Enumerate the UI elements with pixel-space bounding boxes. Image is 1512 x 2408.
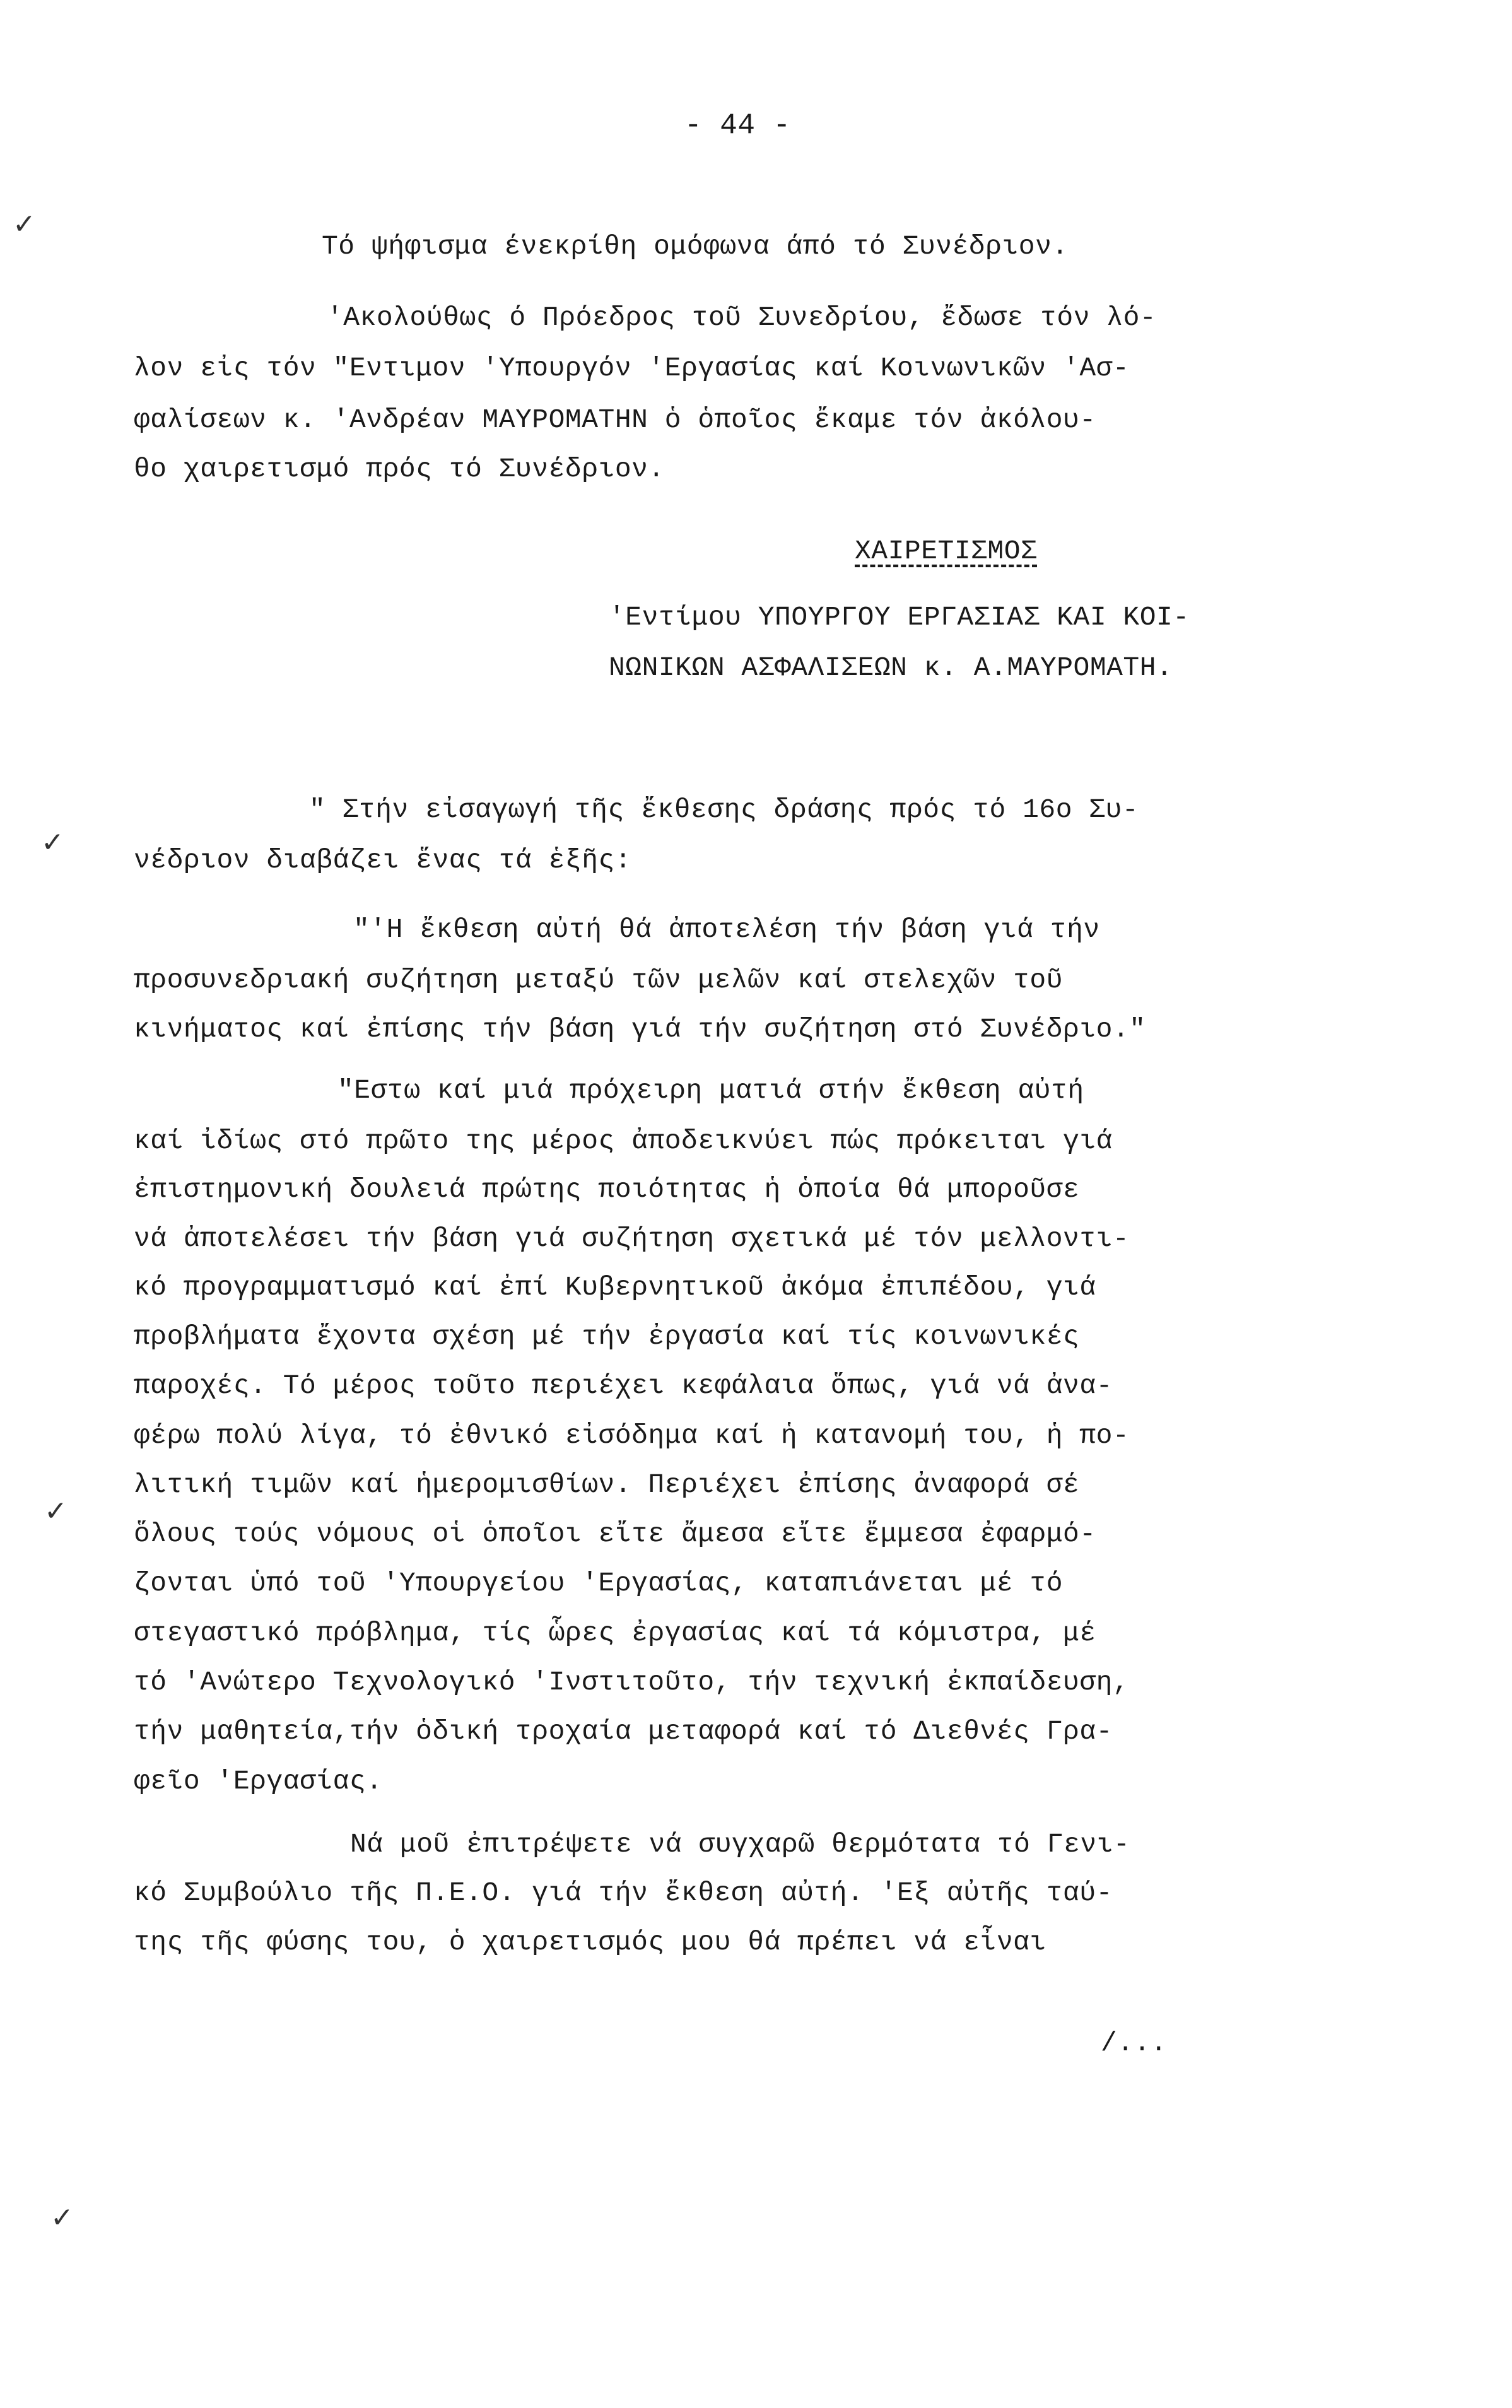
- page-number: - 44 -: [684, 109, 791, 142]
- greeting-subheading-line: 'Εντίμου ΥΠΟΥΡΓΟΥ ΕΡΓΑΣΙΑΣ ΚΑΙ ΚΟΙ-: [609, 602, 1190, 633]
- margin-check-icon: ✓: [41, 826, 64, 859]
- text-line: φαλίσεων κ. 'Ανδρέαν ΜΑΥΡΟΜΑΤΗΝ ὁ ὁποῖος ἔκαμε τόν ἀκόλου-: [134, 404, 1096, 435]
- text-line: κό προγραμματισμό καί ἐπί Κυβερνητικοῦ ἀκόμα ἐπιπέδου, γιά: [134, 1272, 1096, 1303]
- text-line: τό 'Ανώτερο Τεχνολογικό 'Ινστιτοῦτο, τήν τεχνική ἐκπαίδευση,: [134, 1667, 1130, 1698]
- text-line: τήν μαθητεία,τήν ὁδική τροχαία μεταφορά καί τό Διεθνές Γρα-: [134, 1716, 1113, 1747]
- text-line: ἐπιστημονική δουλειά πρώτης ποιότητας ἡ ὁποία θά μποροῦσε: [134, 1174, 1080, 1205]
- text-line: προβλήματα ἔχοντα σχέση μέ τήν ἐργασία καί τίς κοινωνικές: [134, 1321, 1080, 1352]
- margin-check-icon: ✓: [13, 208, 36, 240]
- quote-line: "'Η ἔκθεση αὐτή θά ἀποτελέση τήν βάση γιά τήν: [353, 914, 1100, 945]
- text-line: παροχές. Τό μέρος τοῦτο περιέχει κεφάλαια ὅπως, γιά νά ἀνα-: [134, 1370, 1113, 1401]
- text-line: νέδριον διαβάζει ἕνας τά ἑξῆς:: [134, 845, 632, 876]
- greeting-subheading-line: ΝΩΝΙΚΩΝ ΑΣΦΑΛΙΣΕΩΝ κ. Α.ΜΑΥΡΟΜΑΤΗ.: [609, 652, 1173, 683]
- quote-line: προσυνεδριακή συζήτηση μεταξύ τῶν μελῶν καί στελεχῶν τοῦ: [134, 965, 1064, 996]
- greeting-heading: ΧΑΙΡΕΤΙΣΜΟΣ: [855, 536, 1038, 567]
- margin-check-icon: ✓: [44, 1495, 67, 1527]
- text-line: "Εστω καί μιά πρόχειρη ματιά στήν ἔκθεση αὐτή: [337, 1075, 1084, 1106]
- text-line: στεγαστικό πρόβλημα, τίς ὧρες ἐργασίας καί τά κόμιστρα, μέ: [134, 1618, 1096, 1648]
- margin-check-icon: ✓: [50, 2202, 74, 2234]
- text-line: καί ἰδίως στό πρῶτο της μέρος ἀποδεικνύει πώς πρόκειται γιά: [134, 1125, 1113, 1156]
- text-line: Νά μοῦ ἐπιτρέψετε νά συγχαρῶ θερμότατα τό Γενι-: [350, 1829, 1130, 1860]
- text-line: φέρω πολύ λίγα, τό ἐθνικό εἰσόδημα καί ἡ κατανομή του, ἡ πο-: [134, 1420, 1130, 1451]
- text-line: φεῖο 'Εργασίας.: [134, 1766, 383, 1797]
- quote-line: κινήματος καί ἐπίσης τήν βάση γιά τήν συζήτηση στό Συνέδριο.": [134, 1014, 1146, 1045]
- text-line: ζονται ὑπό τοῦ 'Υπουργείου 'Εργασίας, καταπιάνεται μέ τό: [134, 1568, 1064, 1599]
- continuation-marker: /...: [1101, 2028, 1168, 2059]
- text-line: 'Ακολούθως ό Πρόεδρος τοῦ Συνεδρίου, ἔδωσε τόν λό-: [327, 302, 1157, 333]
- text-line: της τῆς φύσης του, ὁ χαιρετισμός μου θά πρέπει νά εἶναι: [134, 1927, 1046, 1958]
- text-line: λον εἰς τόν "Εντιμον 'Υπουργόν 'Εργασίας καί Κοινωνικῶν 'Ασ-: [134, 353, 1130, 384]
- text-line: θο χαιρετισμό πρός τό Συνέδριον.: [134, 454, 665, 485]
- text-line: ὅλους τούς νόμους οἱ ὁποῖοι εἴτε ἄμεσα εἴτε ἔμμεσα ἐφαρμό-: [134, 1518, 1096, 1549]
- text-line: κό Συμβούλιο τῆς Π.Ε.Ο. γιά τήν ἔκθεση αὐτή. 'Εξ αὐτῆς ταύ-: [134, 1877, 1113, 1908]
- text-line: Τό ψήφισμα ένεκρίθη ομόφωνα άπό τό Συνέδριον.: [322, 231, 1069, 262]
- text-line: νά ἀποτελέσει τήν βάση γιά συζήτηση σχετικά μέ τόν μελλοντι-: [134, 1223, 1130, 1254]
- text-line: λιτική τιμῶν καί ἡμερομισθίων. Περιέχει ἐπίσης ἀναφορά σέ: [134, 1469, 1080, 1500]
- text-line: " Στήν εἰσαγωγή τῆς ἔκθεσης δράσης πρός τό 16ο Συ-: [309, 794, 1139, 825]
